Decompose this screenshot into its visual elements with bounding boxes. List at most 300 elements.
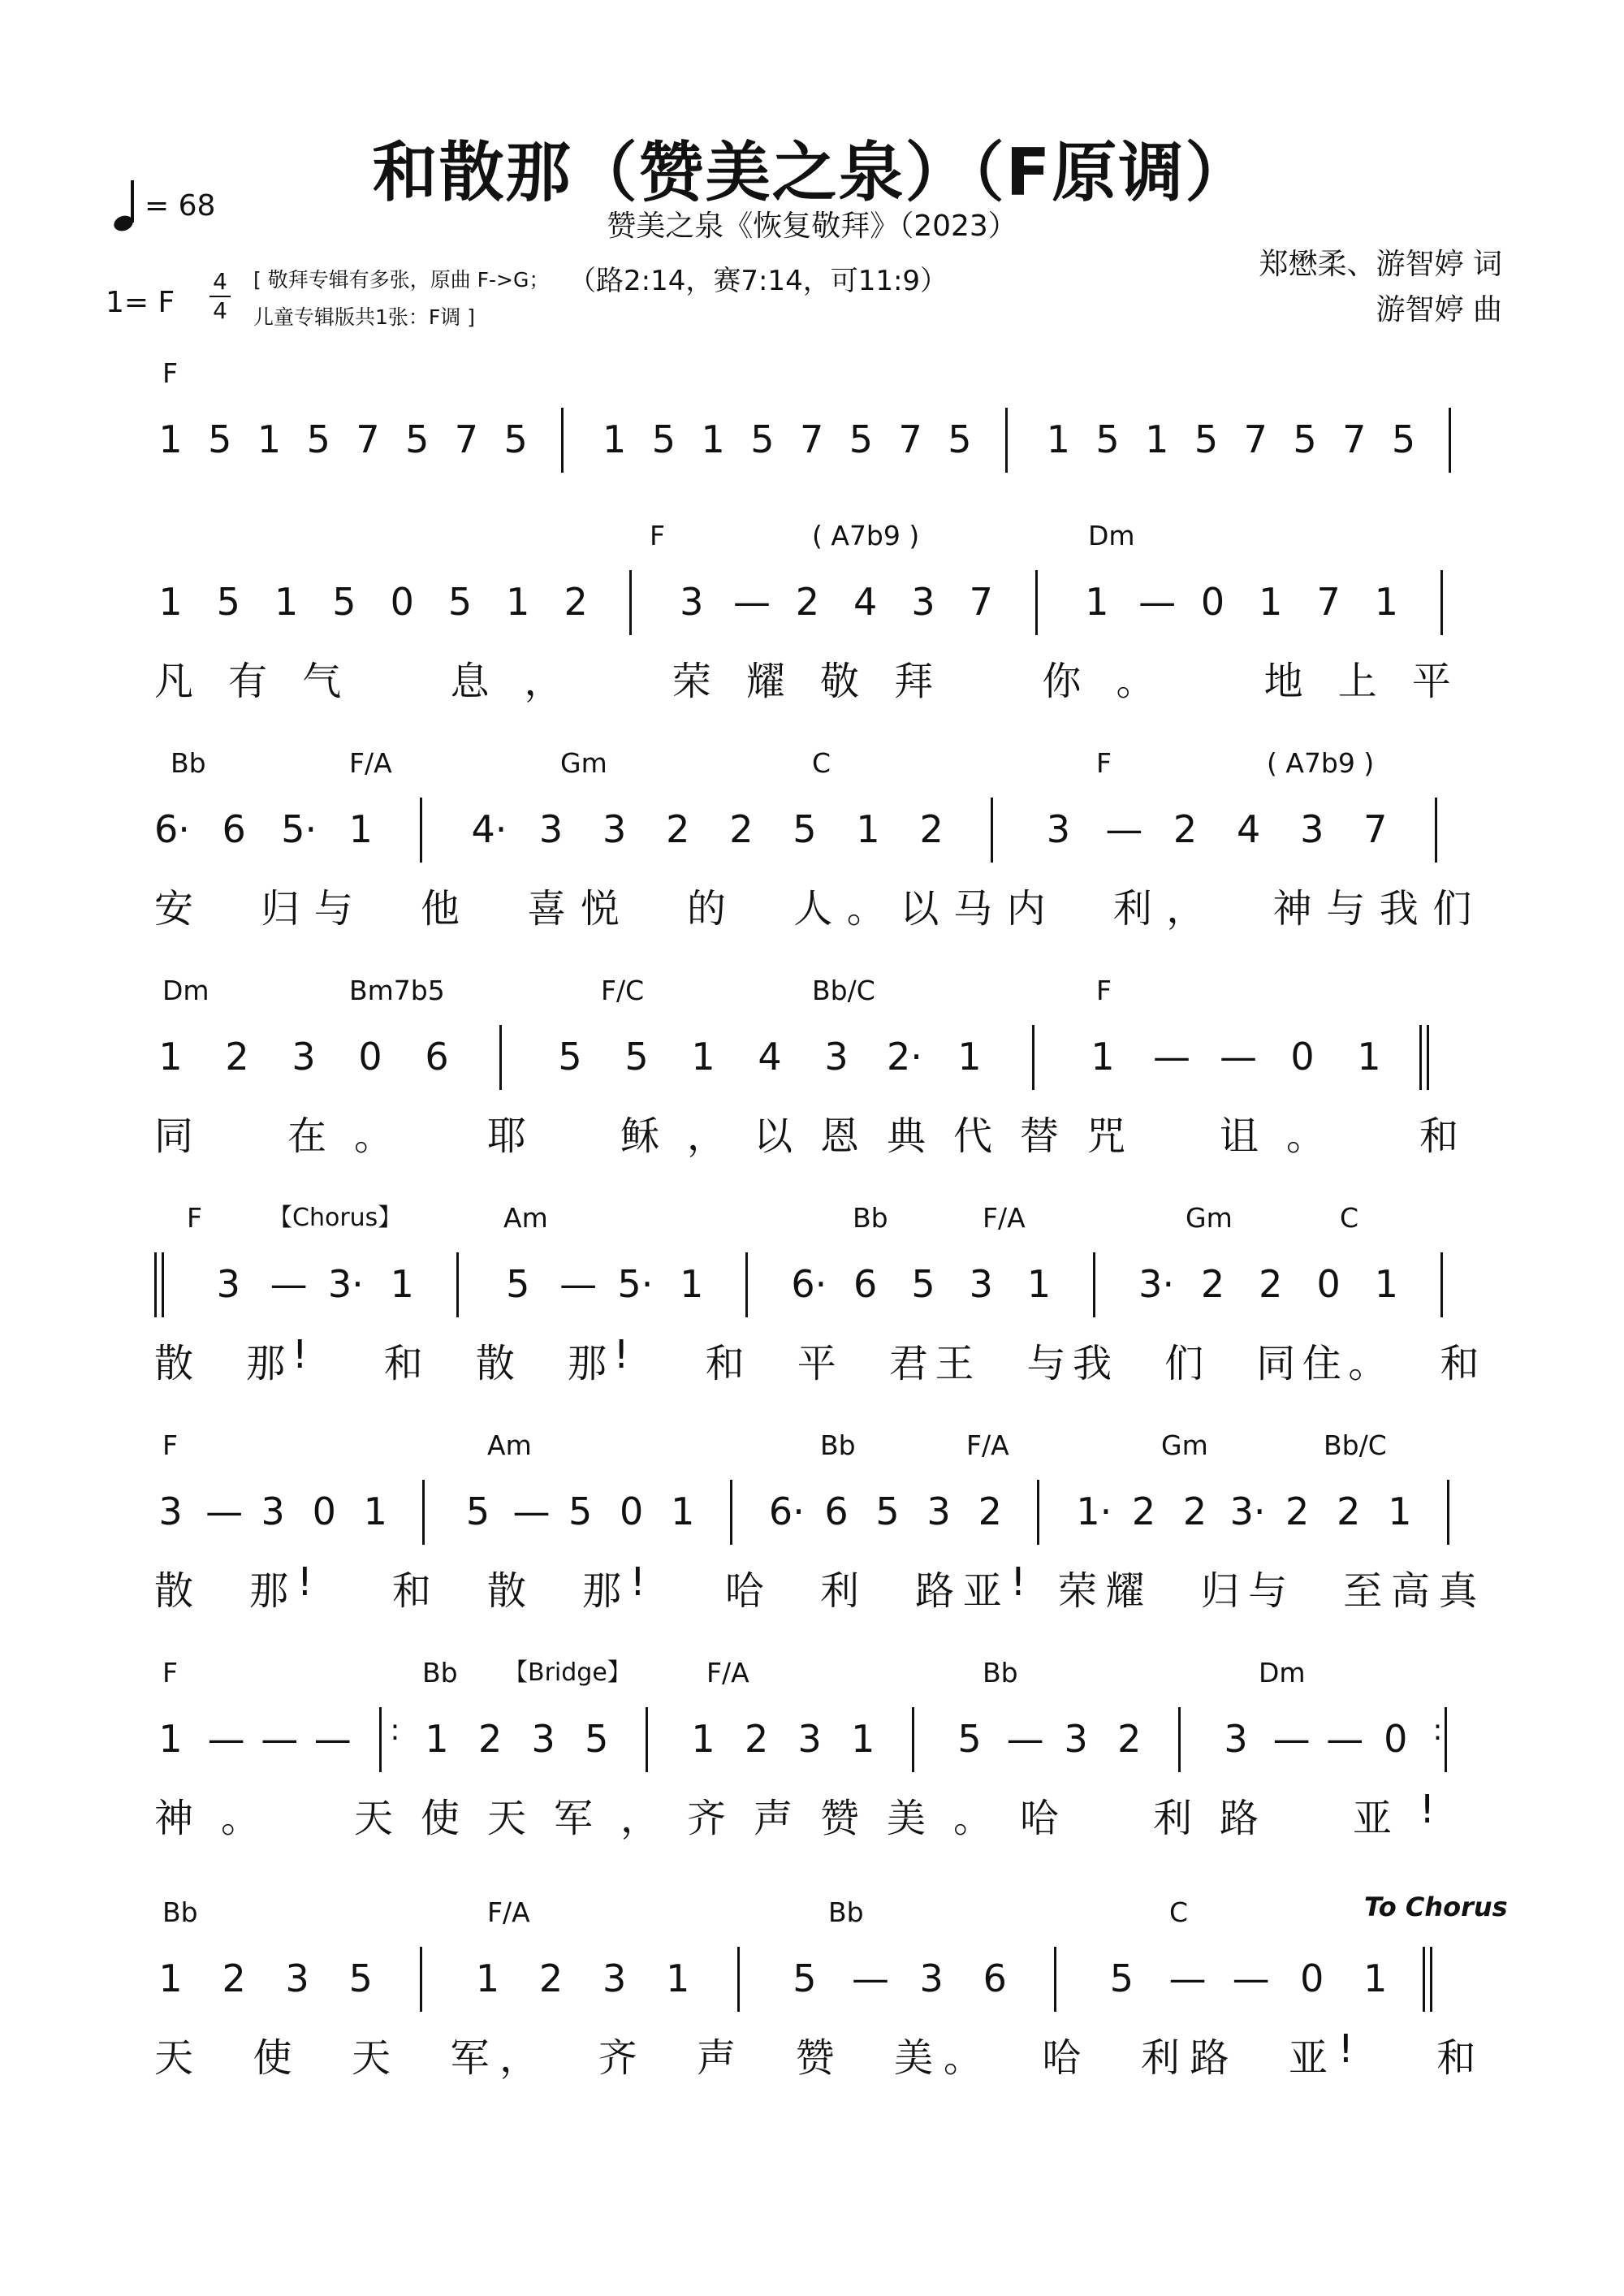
jianpu-note: — <box>1006 1717 1044 1761</box>
lyric-char: 和 <box>1436 2035 1476 2081</box>
chord-symbol: F <box>162 1657 178 1688</box>
jianpu-note: 3 <box>911 580 935 624</box>
jianpu-note: 0 <box>620 1490 644 1533</box>
barline <box>737 1947 740 2012</box>
chord-symbol: Am <box>503 1202 548 1234</box>
lyric-char: ! <box>292 1332 308 1377</box>
jianpu-note: 2 <box>1182 1490 1207 1533</box>
chord-symbol: C <box>1340 1202 1359 1234</box>
lyric-char: ， <box>524 659 564 704</box>
lyric-char: 凡 <box>154 659 194 704</box>
repeat-dots: : <box>390 1714 400 1747</box>
lyric-char: 军 <box>554 1796 594 1841</box>
jianpu-note: 5 <box>1391 417 1416 461</box>
lyric-char: 散 <box>475 1341 515 1386</box>
jianpu-note: 5 <box>624 1035 649 1079</box>
lyric-char: 路 <box>915 1568 955 1614</box>
lyric-char: 高 <box>1390 1568 1430 1614</box>
lyric-char: 亚 <box>1353 1796 1393 1841</box>
chord-symbol: Bb <box>853 1202 888 1234</box>
lyric-char: 地 <box>1263 659 1303 704</box>
jianpu-note: 5 <box>793 1957 817 2000</box>
lyric-char: 敬 <box>820 659 860 704</box>
barline <box>561 408 564 473</box>
jianpu-note: 2 <box>1117 1717 1142 1761</box>
lyric-char: 。 <box>221 1796 261 1841</box>
lyric-char: 至 <box>1343 1568 1383 1614</box>
jianpu-note: 1 <box>957 1035 982 1079</box>
jianpu-note: 3 <box>292 1035 316 1079</box>
barline <box>991 798 993 863</box>
lyric-char: 上 <box>1337 659 1377 704</box>
barline <box>1093 1252 1095 1317</box>
staff-row <box>146 1429 1510 1641</box>
jianpu-note: 3· <box>1229 1490 1266 1533</box>
barline <box>1005 408 1008 473</box>
chord-symbol: Gm <box>1161 1429 1208 1461</box>
lyric-char: 散 <box>487 1568 527 1614</box>
lyric-char: 散 <box>154 1568 194 1614</box>
to-chorus-mark: To Chorus <box>1364 1892 1508 1922</box>
chord-symbol: Bb <box>828 1896 864 1928</box>
jianpu-note: 2 <box>729 807 754 851</box>
jianpu-note: 1· <box>1076 1490 1112 1533</box>
lyric-char: 稣 <box>620 1113 660 1159</box>
jianpu-note: — <box>270 1262 308 1306</box>
jianpu-note: — <box>512 1490 551 1533</box>
jianpu-note: — <box>733 580 771 624</box>
lyric-char: 利 <box>1153 1796 1193 1841</box>
jianpu-note: 2 <box>1200 1262 1225 1306</box>
jianpu-note: 5 <box>332 580 356 624</box>
jianpu-note: 3 <box>285 1957 309 2000</box>
lyric-char: 亚 <box>962 1568 1002 1614</box>
jianpu-note: 3 <box>261 1490 285 1533</box>
jianpu-note: 5 <box>1095 417 1120 461</box>
credits <box>1259 242 1502 333</box>
jianpu-note: 6 <box>983 1957 1007 2000</box>
tempo-value: = 68 <box>145 188 216 223</box>
lyric-char: 那 <box>246 1341 286 1386</box>
jianpu-note: 5 <box>957 1717 982 1761</box>
lyric-char: ! <box>629 1559 646 1605</box>
jianpu-note: 3 <box>824 1035 849 1079</box>
jianpu-note: 1 <box>274 580 299 624</box>
lyric-char: 马 <box>953 886 993 932</box>
tempo-marking <box>114 180 215 231</box>
jianpu-note: 3 <box>1300 807 1324 851</box>
jianpu-note: 3 <box>1064 1717 1088 1761</box>
jianpu-note: 1 <box>425 1717 449 1761</box>
lyric-char: 典 <box>887 1113 926 1159</box>
lyric-char: 。 <box>354 1113 394 1159</box>
jianpu-note: 5 <box>348 1957 373 2000</box>
chord-symbol: F/A <box>983 1202 1026 1234</box>
lyric-char: 人 <box>793 886 833 932</box>
jianpu-note: 1 <box>1026 1262 1052 1306</box>
lyric-char: 利 <box>820 1568 860 1614</box>
lyric-char: 天 <box>154 2035 194 2081</box>
jianpu-note: 3 <box>797 1717 822 1761</box>
jianpu-note: 5 <box>208 417 232 461</box>
jianpu-note: — <box>852 1957 890 2000</box>
jianpu-note: 1 <box>603 417 627 461</box>
lyric-char: 利 <box>1140 2035 1180 2081</box>
jianpu-note: 2 <box>978 1490 1002 1533</box>
arrangement-note-line2: 儿童专辑版共1张：F调 ] <box>253 305 475 329</box>
album-subtitle: 赞美之泉《恢复敬拜》（2023） <box>607 210 1017 243</box>
lyric-char: ， <box>687 1113 727 1159</box>
lyric-char: 神 <box>1272 886 1312 932</box>
lyric-char: 路 <box>1220 1796 1259 1841</box>
barline <box>1178 1707 1181 1772</box>
jianpu-note: 3 <box>603 807 627 851</box>
barline <box>1440 570 1443 635</box>
lyric-char: 那 <box>249 1568 289 1614</box>
jianpu-note: 0 <box>1200 580 1225 624</box>
jianpu-note: 5 <box>585 1717 609 1761</box>
jianpu-note: 3 <box>603 1957 627 2000</box>
jianpu-note: 5 <box>558 1035 582 1079</box>
jianpu-note: 5 <box>1293 417 1317 461</box>
lyric-char: 们 <box>1164 1341 1204 1386</box>
jianpu-note: — <box>1220 1035 1257 1079</box>
jianpu-note: 3 <box>1046 807 1070 851</box>
barline <box>420 798 422 863</box>
chord-symbol: Gm <box>560 747 607 779</box>
repeat-dots: : <box>1432 1714 1443 1747</box>
song-title: 和散那（赞美之泉）（F原调） <box>372 135 1252 210</box>
jianpu-note: — <box>559 1262 598 1306</box>
jianpu-note: 2 <box>1173 807 1198 851</box>
lyric-char: 耶 <box>487 1113 527 1159</box>
jianpu-note: — <box>1153 1035 1190 1079</box>
lyric-char: 在 <box>287 1113 327 1159</box>
chord-symbol: C <box>812 747 831 779</box>
lyric-char: 耀 <box>1105 1568 1145 1614</box>
staff-row <box>146 747 1510 958</box>
lyric-char: 赞 <box>820 1796 860 1841</box>
lyric-char: 和 <box>383 1341 423 1386</box>
lyric-char: 。 <box>846 886 886 932</box>
chord-symbol: F <box>1096 975 1112 1006</box>
jianpu-note: 6 <box>824 1490 849 1533</box>
chord-symbol: F <box>162 357 178 389</box>
jianpu-note: 0 <box>1316 1262 1341 1306</box>
jianpu-note: 5 <box>750 417 775 461</box>
jianpu-note: 6· <box>791 1262 827 1306</box>
jianpu-note: 5 <box>849 417 873 461</box>
jianpu-note: 1 <box>1259 580 1283 624</box>
jianpu-note: — <box>313 1717 352 1761</box>
jianpu-note: 5 <box>911 1262 935 1306</box>
jianpu-note: 5· <box>281 807 317 851</box>
jianpu-note: 3 <box>216 1262 240 1306</box>
jianpu-note: 1 <box>1145 417 1169 461</box>
jianpu-note: 1 <box>1091 1035 1115 1079</box>
jianpu-note: 3 <box>919 1957 944 2000</box>
jianpu-note: 1 <box>701 417 725 461</box>
lyric-char: 的 <box>687 886 727 932</box>
barline <box>912 1707 914 1772</box>
jianpu-note: 0 <box>312 1490 336 1533</box>
lyric-char: 同 <box>1256 1341 1296 1386</box>
lyric-char: 同 <box>154 1113 194 1159</box>
chord-symbol: Gm <box>1186 1202 1233 1234</box>
jianpu-note: 4· <box>471 807 508 851</box>
lyric-char: 你 <box>1042 659 1082 704</box>
lyric-char: 。 <box>1116 659 1155 704</box>
chord-symbol: Bb <box>820 1429 856 1461</box>
lyric-char: 荣 <box>672 659 711 704</box>
barline <box>1435 798 1437 863</box>
jianpu-note: 3 <box>926 1490 951 1533</box>
jianpu-note: 3 <box>969 1262 993 1306</box>
lyric-char: 齐 <box>687 1796 727 1841</box>
barline <box>730 1480 732 1545</box>
lyric-char: 耀 <box>745 659 785 704</box>
jianpu-note: 5 <box>875 1490 900 1533</box>
jianpu-note: 6· <box>768 1490 805 1533</box>
jianpu-note: 0 <box>1384 1717 1408 1761</box>
jianpu-note: 5 <box>447 580 473 624</box>
barline <box>1035 570 1038 635</box>
jianpu-note: 3 <box>1224 1717 1248 1761</box>
jianpu-note: 1 <box>158 1717 183 1761</box>
lyric-char: 内 <box>1006 886 1046 932</box>
jianpu-note: 1 <box>851 1717 875 1761</box>
jianpu-note: 1 <box>348 807 373 851</box>
chord-symbol: F/C <box>601 975 645 1006</box>
jianpu-note: 2 <box>564 580 588 624</box>
jianpu-note: 3 <box>680 580 704 624</box>
jianpu-note: 0 <box>390 580 414 624</box>
jianpu-note: 1 <box>856 807 880 851</box>
chord-symbol: Dm <box>1259 1657 1306 1688</box>
lyric-char: ! <box>1419 1787 1436 1832</box>
lyric-char: 。 <box>1348 1341 1388 1386</box>
lyric-char: 悦 <box>580 886 620 932</box>
jianpu-note: 7 <box>969 580 993 624</box>
lyric-char: 和 <box>391 1568 431 1614</box>
lyric-char: 他 <box>421 886 460 932</box>
jianpu-note: — <box>205 1490 244 1533</box>
barline <box>1032 1025 1034 1090</box>
lyric-char: 使 <box>253 2035 292 2081</box>
lyric-char: 和 <box>1440 1341 1479 1386</box>
chord-symbol: Bb/C <box>812 975 875 1006</box>
jianpu-note: 1 <box>1046 417 1070 461</box>
section-mark: 【Chorus】 <box>268 1204 403 1232</box>
jianpu-note: — <box>1138 580 1177 624</box>
lyric-char: 赞 <box>795 2035 835 2081</box>
jianpu-note: 5 <box>465 1490 490 1533</box>
chord-symbol: Bm7b5 <box>349 975 445 1006</box>
jianpu-note: 3 <box>531 1717 555 1761</box>
chord-symbol: F/A <box>487 1896 530 1928</box>
jianpu-note: 2 <box>225 1035 249 1079</box>
jianpu-note: 7 <box>1363 807 1388 851</box>
jianpu-note: 1 <box>158 1035 183 1079</box>
lyric-char: 路 <box>1190 2035 1229 2081</box>
jianpu-note: — <box>207 1717 245 1761</box>
chord-symbol: Dm <box>162 975 209 1006</box>
lyric-char: 哈 <box>1020 1796 1060 1841</box>
jianpu-note: 3 <box>158 1490 183 1533</box>
jianpu-note: 2 <box>222 1957 246 2000</box>
lyric-char: 。 <box>943 2035 983 2081</box>
lyric-char: 与 <box>1326 886 1366 932</box>
lyric-char: 。 <box>1286 1113 1326 1159</box>
lyric-char: 使 <box>421 1796 460 1841</box>
lyric-char: 美 <box>894 2035 934 2081</box>
jianpu-note: 5 <box>1194 417 1219 461</box>
jianpu-note: 1 <box>1374 1262 1399 1306</box>
jianpu-note: 0 <box>1300 1957 1324 2000</box>
chord-symbol: ( A7b9 ) <box>812 520 920 551</box>
jianpu-note: 7 <box>454 417 479 461</box>
chord-symbol: F <box>1096 747 1112 779</box>
jianpu-note: — <box>1272 1717 1311 1761</box>
lyric-char: 天 <box>351 2035 391 2081</box>
jianpu-note: 5 <box>503 417 528 461</box>
staff-row <box>146 1202 1510 1413</box>
jianpu-note: 4 <box>853 580 878 624</box>
jianpu-note: 2 <box>1259 1262 1283 1306</box>
jianpu-note: 3 <box>538 807 564 851</box>
jianpu-note: 7 <box>1243 417 1268 461</box>
chord-symbol: F <box>187 1202 202 1234</box>
lyric-char: 哈 <box>1042 2035 1082 2081</box>
lyric-char: 归 <box>1200 1568 1240 1614</box>
lyric-char: 我 <box>1379 886 1419 932</box>
lyric-char: 与 <box>1248 1568 1288 1614</box>
jianpu-note: 1 <box>363 1490 387 1533</box>
lyric-char: 真 <box>1438 1568 1478 1614</box>
barline <box>1054 1947 1056 2012</box>
jianpu-note: 0 <box>1290 1035 1315 1079</box>
lyric-char: 我 <box>1073 1341 1112 1386</box>
jianpu-note: 1 <box>671 1490 695 1533</box>
jianpu-note: 5 <box>506 1262 530 1306</box>
lyric-char: 利 <box>1112 886 1152 932</box>
lyric-char: 亚 <box>1289 2035 1328 2081</box>
lyric-char: ! <box>1010 1559 1026 1605</box>
jianpu-note: 1 <box>506 580 530 624</box>
barline <box>1440 1252 1443 1317</box>
jianpu-note: 2 <box>1131 1490 1156 1533</box>
chord-symbol: Dm <box>1088 520 1135 551</box>
jianpu-note: 6 <box>425 1035 449 1079</box>
lyric-char: ! <box>1337 2026 1354 2072</box>
chord-symbol: C <box>1169 1896 1189 1928</box>
lyric-char: 咒 <box>1086 1113 1126 1159</box>
jianpu-note: 1 <box>1085 580 1109 624</box>
lyric-char: 军 <box>450 2035 490 2081</box>
barline <box>1449 408 1451 473</box>
time-signature <box>209 268 231 325</box>
jianpu-note: 1 <box>691 1035 715 1079</box>
jianpu-note: 6 <box>853 1262 878 1306</box>
lyric-char: 神 <box>154 1796 194 1841</box>
lyric-char: 那 <box>582 1568 622 1614</box>
jianpu-note: 1 <box>1357 1035 1381 1079</box>
jianpu-note: 5 <box>405 417 430 461</box>
jianpu-note: 4 <box>758 1035 782 1079</box>
jianpu-note: 2 <box>1285 1490 1310 1533</box>
jianpu-note: 0 <box>358 1035 382 1079</box>
jianpu-note: 3· <box>327 1262 364 1306</box>
jianpu-note: — <box>1232 1957 1270 2000</box>
jianpu-note: 1 <box>475 1957 500 2000</box>
lyric-char: 拜 <box>894 659 934 704</box>
jianpu-note: 5· <box>617 1262 654 1306</box>
barline <box>154 1252 164 1317</box>
lyric-char: ， <box>1166 886 1206 932</box>
lyric-char: 平 <box>797 1341 836 1386</box>
lyric-char: 安 <box>154 886 194 932</box>
lyric-char: ， <box>499 2035 539 2081</box>
jianpu-note: 1 <box>158 1957 183 2000</box>
staff-row <box>146 520 1510 731</box>
lyric-char: 。 <box>953 1796 993 1841</box>
jianpu-note: 1 <box>691 1717 715 1761</box>
barline <box>420 1947 422 2012</box>
jianpu-note: — <box>1326 1717 1364 1761</box>
lyric-char: 替 <box>1020 1113 1060 1159</box>
chord-symbol: F/A <box>349 747 392 779</box>
lyric-char: 代 <box>953 1113 993 1159</box>
staff-row <box>146 1892 1510 2108</box>
lyric-char: 散 <box>154 1341 194 1386</box>
jianpu-note: 1 <box>1363 1957 1388 2000</box>
arrangement-note <box>253 262 549 336</box>
chord-symbol: F/A <box>706 1657 749 1688</box>
barline <box>745 1252 748 1317</box>
chord-symbol: Am <box>487 1429 532 1461</box>
jianpu-note: 6· <box>154 807 190 851</box>
chord-symbol: Bb/C <box>1324 1429 1387 1461</box>
chord-symbol: F <box>650 520 665 551</box>
jianpu-note: 7 <box>1342 417 1367 461</box>
lyric-char: 气 <box>302 659 342 704</box>
lyric-char: 归 <box>261 886 300 932</box>
lyric-char: 王 <box>935 1341 974 1386</box>
section-mark: 【Bridge】 <box>503 1658 632 1687</box>
jianpu-note: 5 <box>216 580 240 624</box>
jianpu-note: 7 <box>799 417 824 461</box>
jianpu-note: 7 <box>898 417 922 461</box>
lyric-char: 有 <box>228 659 268 704</box>
chord-symbol: Bb <box>983 1657 1018 1688</box>
jianpu-note: 2 <box>795 580 819 624</box>
jianpu-note: 1 <box>666 1957 690 2000</box>
jianpu-note: 6 <box>222 807 246 851</box>
lyric-char: 与 <box>313 886 353 932</box>
barline <box>1419 1025 1429 1090</box>
jianpu-note: 1 <box>1388 1490 1412 1533</box>
barline <box>499 1025 502 1090</box>
jianpu-note: 4 <box>1236 807 1261 851</box>
lyric-char: 美 <box>887 1796 926 1841</box>
lyric-char: 声 <box>697 2035 736 2081</box>
barline <box>1423 1947 1432 2012</box>
jianpu-note: 1 <box>158 417 183 461</box>
jianpu-note: 5 <box>948 417 972 461</box>
jianpu-note: 1 <box>158 580 183 624</box>
lyric-char: 息 <box>450 659 490 704</box>
scripture-reference: （路2:14，赛7:14，可11:9） <box>568 265 948 297</box>
